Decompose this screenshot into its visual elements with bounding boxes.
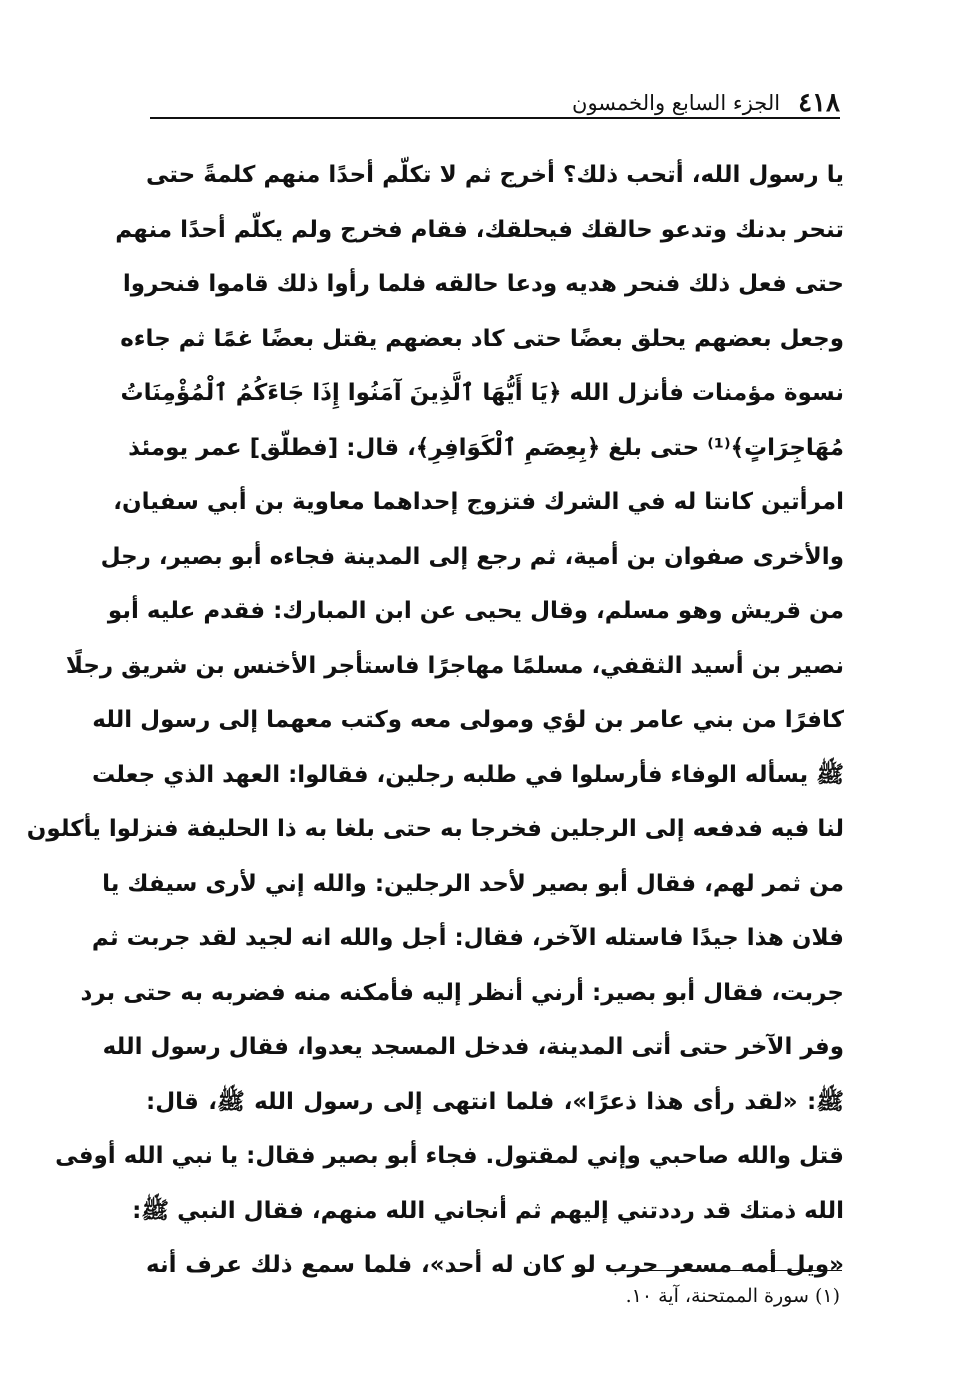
running-title: الجزء السابع والخمسون: [572, 91, 781, 115]
text-line: وفر الآخر حتى أتى المدينة، فدخل المسجد يعدوا، فقال رسول الله: [102, 1034, 844, 1060]
text-line: قتل والله صاحبي وإني لمقتول. فجاء أبو بصير فقال: يا نبي الله أوفى: [55, 1143, 844, 1169]
text-line: حتى فعل ذلك فنحر هديه ودعا حالقه فلما رأوا ذلك قاموا فنحروا: [122, 271, 844, 297]
text-line: لنا فيه فدفعه إلى الرجلين فخرجا به حتى بلغا به ذا الحليفة فنزلوا يأكلون: [26, 816, 844, 842]
text-line: مُهَاجِرَاتٍ﴾⁽¹⁾ حتى بلغ ﴿بِعِصَمِ ٱلْكَوَافِرِ﴾، قال: [فطلّق] عمر يومئذ: [128, 434, 844, 461]
text-line: من ثمر لهم، فقال أبو بصير لأحد الرجلين: والله إني لأرى سيفك يا: [102, 870, 844, 897]
footnote: (١) سورة الممتحنة، آية ١٠.: [625, 1285, 840, 1307]
text-line: تنحر بدنك وتدعو حالقك فيحلقك، فقام فخرج ولم يكلّم أحدًا منهم: [115, 216, 844, 243]
text-line: وجعل بعضهم يحلق بعضًا حتى كاد بعضهم يقتل بعضًا غمًا ثم جاءه: [120, 325, 844, 352]
text-line: يا رسول الله، أتحب ذلك؟ أخرج ثم لا تكلّم أحدًا منهم كلمةً حتى: [146, 162, 844, 188]
text-line: ﷺ: «لقد رأى هذا ذعرًا»، فلما انتهى إلى رسول الله ﷺ، قال:: [146, 1088, 844, 1115]
text-line: من قريش وهو مسلم، وقال يحيى عن ابن المبارك: فقدم عليه أبو: [107, 598, 844, 624]
text-line: جربت، فقال أبو بصير: أرني أنظر إليه فأمكنه منه فضربه به حتى برد: [80, 979, 844, 1006]
header-divider: [150, 117, 840, 119]
text-line: الله ذمتك قد رددتني إليهم ثم أنجاني الله منهم، فقال النبي ﷺ:: [132, 1197, 844, 1224]
text-line: والأخرى صفوان بن أمية، ثم رجع إلى المدينة فجاءه أبو بصير، رجل: [100, 543, 844, 570]
text-line: امرأتين كانتا له في الشرك فتزوج إحداهما معاوية بن أبي سفيان،: [113, 489, 844, 515]
text-line: ﷺ يسأله الوفاء فأرسلوا في طلبه رجلين، فقالوا: العهد الذي جعلت: [91, 761, 844, 788]
page-number: ٤١٨: [798, 88, 840, 118]
text-line: «ويل أمه مسعر حرب لو كان له أحد»، فلما سمع ذلك عرف أنه: [146, 1252, 844, 1278]
text-line: نصير بن أسيد الثقفي، مسلمًا مهاجرًا فاستأجر الأخنس بن شريق رجلًا: [65, 652, 844, 679]
text-line: كافرًا من بني عامر بن لؤي ومولى معه وكتب معهما إلى رسول الله: [92, 707, 844, 733]
footnote-divider: [620, 1270, 842, 1271]
page-header: [150, 78, 840, 118]
text-line: نسوة مؤمنات فأنزل الله ﴿يَا أَيُّهَا ٱلَّذِينَ آمَنُوا إِذَا جَاءَكُمُ ٱلْمُؤْمِنَاتُ: [120, 380, 844, 406]
main-text-block: [26, 148, 844, 1293]
text-line: فلان هذا جيدًا فاستله الآخر، فقال: أجل والله انه لجيد لقد جربت ثم: [91, 925, 844, 951]
